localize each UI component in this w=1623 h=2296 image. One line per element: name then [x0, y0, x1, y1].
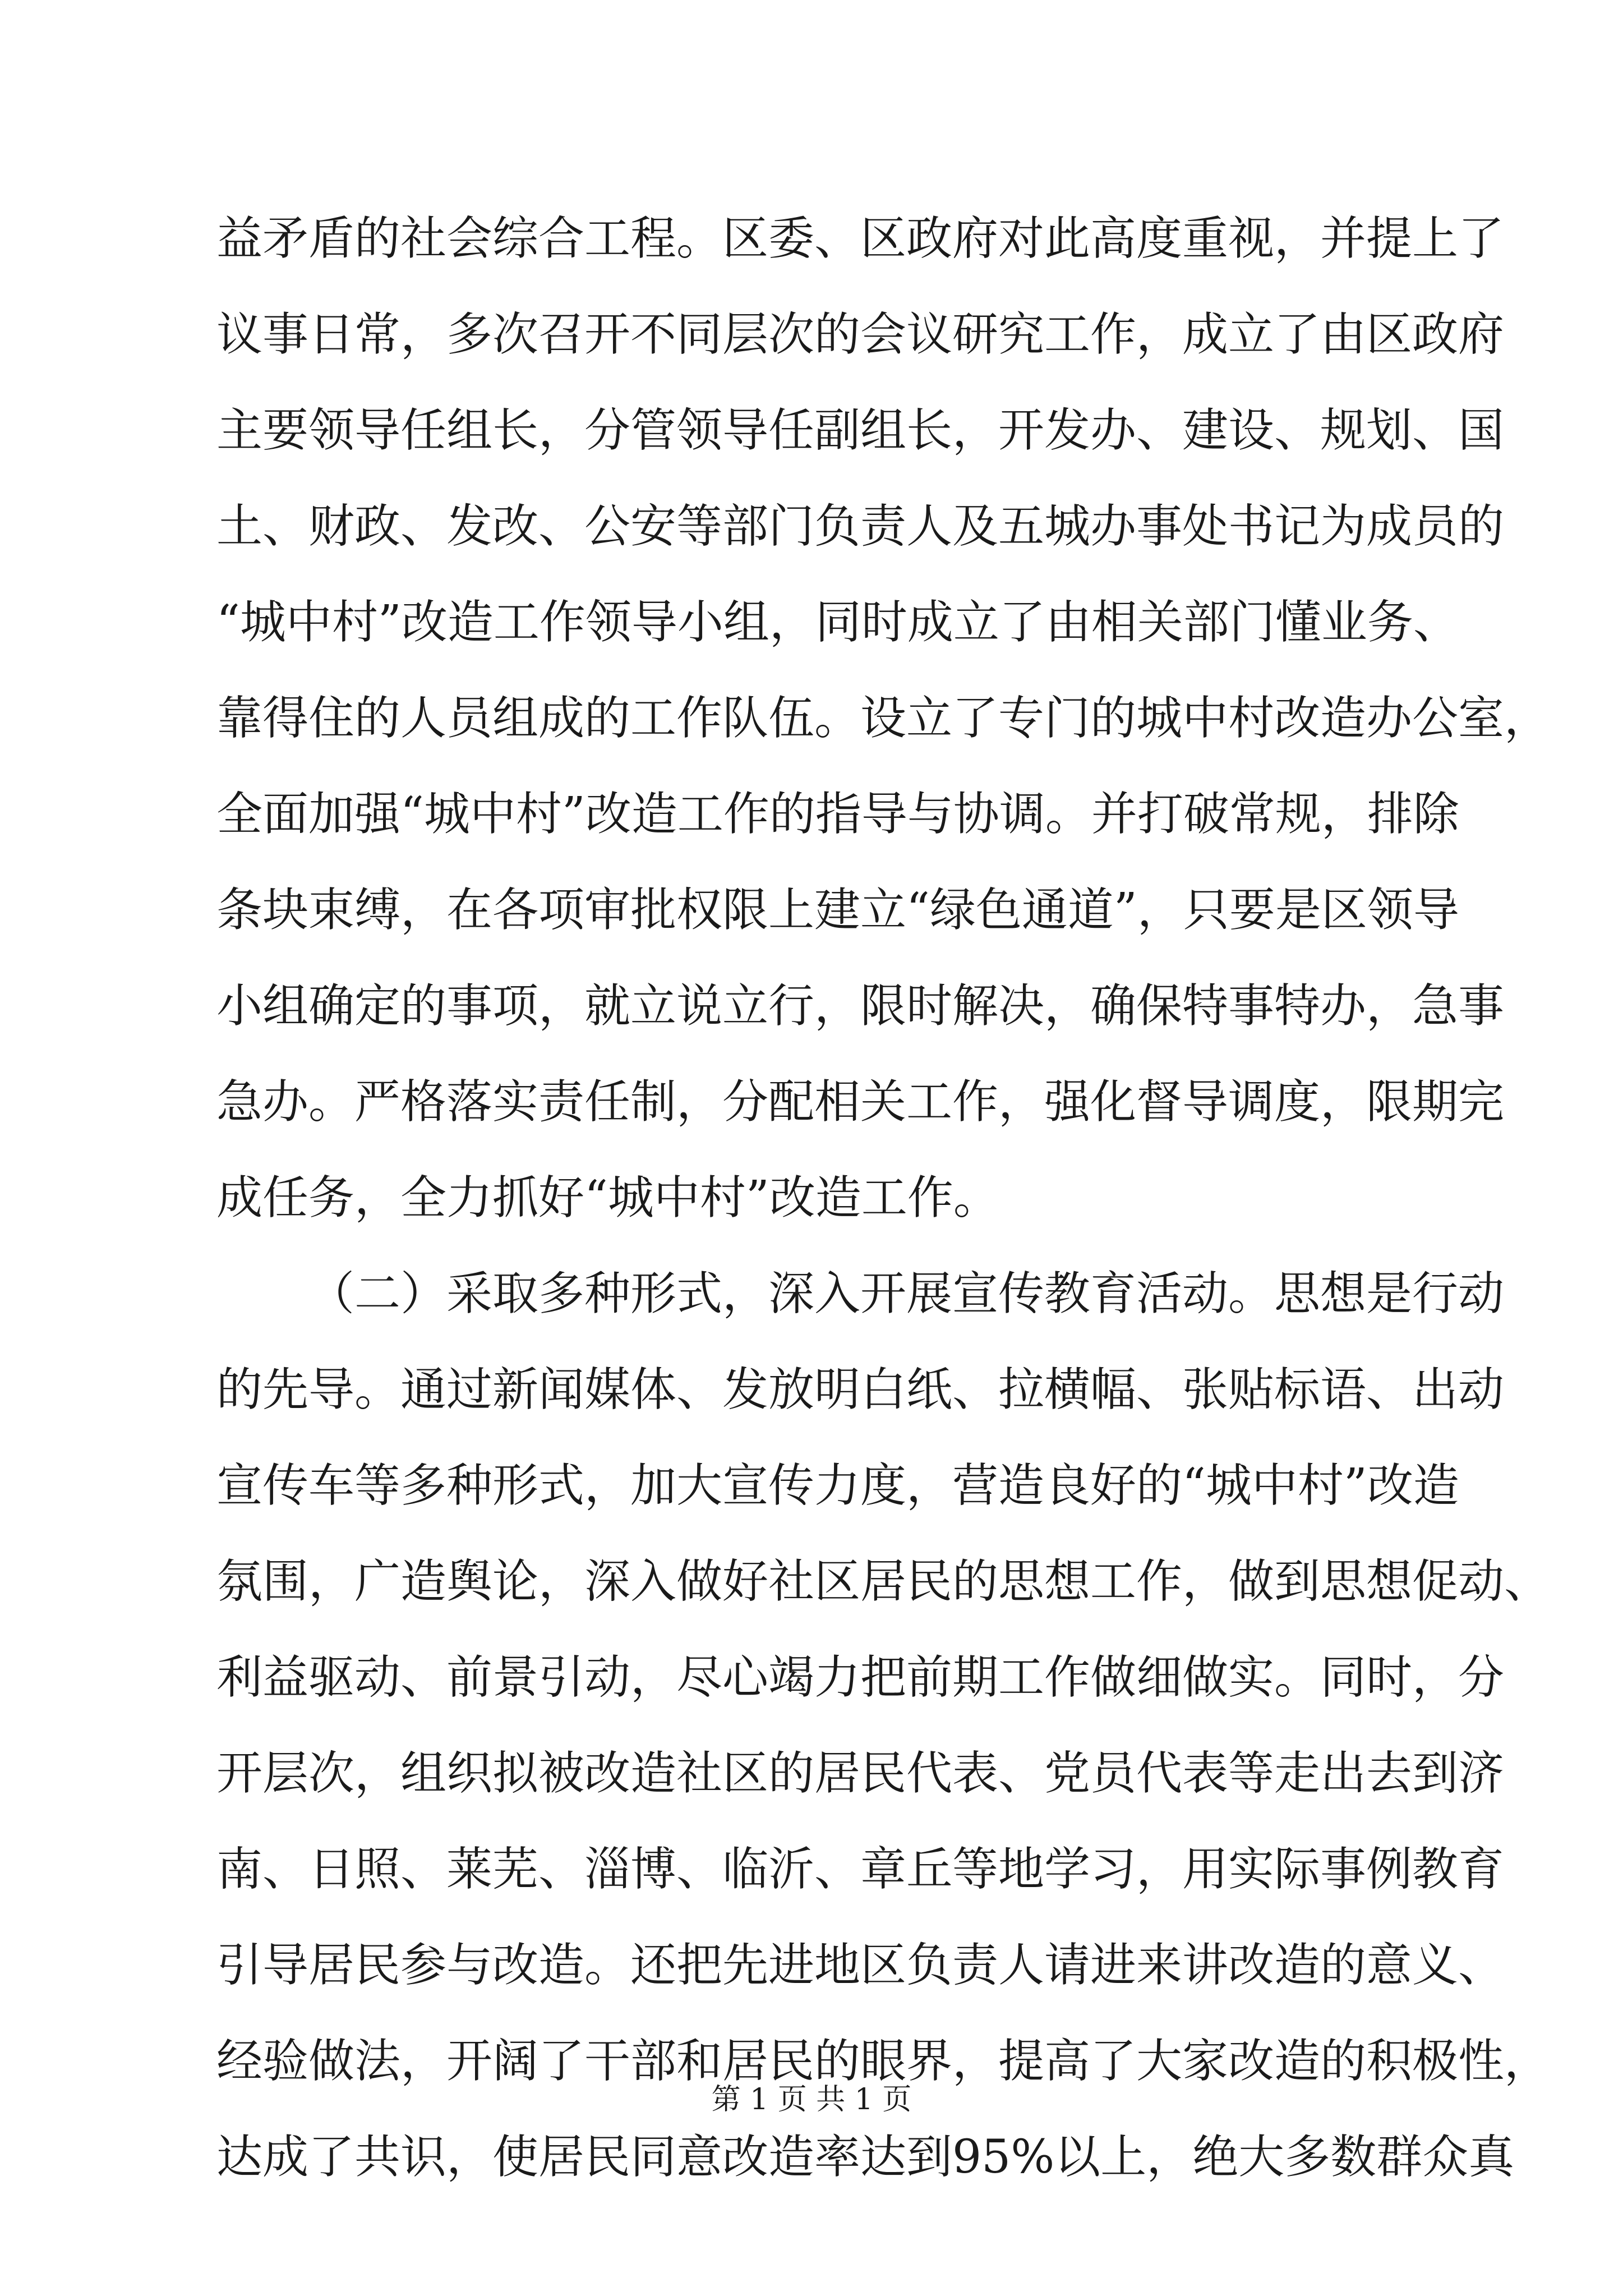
text-line: 成任务，全力抓好“城中村”改造工作。 — [216, 1171, 999, 1225]
text-line: 急办。严格落实责任制，分配相关工作，强化督导调度，限期完 — [216, 1075, 1505, 1129]
text-line: 条块束缚，在各项审批权限上建立“绿色通道”，只要是区领导 — [216, 884, 1459, 937]
text-line: 靠得住的人员组成的工作队伍。设立了专门的城中村改造办公室， — [216, 692, 1551, 745]
text-line: 土、财政、发改、公安等部门负责人及五城办事处书记为成员的 — [216, 500, 1505, 553]
page-footer: 第 1 页 共 1 页 — [711, 2083, 912, 2116]
text-line: 氛围，广造舆论，深入做好社区居民的思想工作，做到思想促动、 — [216, 1555, 1551, 1608]
body-text — [216, 191, 1551, 2205]
text-line: 达成了共识，使居民同意改造率达到95%以上，绝大多数群众真 — [216, 2131, 1515, 2184]
text-line: 益矛盾的社会综合工程。区委、区政府对此高度重视，并提上了 — [216, 212, 1505, 265]
text-line: 宣传车等多种形式，加大宣传力度，营造良好的“城中村”改造 — [216, 1459, 1459, 1512]
text-line: 小组确定的事项，就立说立行，限时解决，确保特事特办，急事 — [216, 979, 1505, 1033]
text-line: 开层次，组织拟被改造社区的居民代表、党员代表等走出去到济 — [216, 1747, 1505, 1800]
text-line: 主要领导任组长，分管领导任副组长，开发办、建设、规划、国 — [216, 404, 1505, 457]
text-line: 引导居民参与改造。还把先进地区负责人请进来讲改造的意义、 — [216, 1939, 1505, 1992]
text-line: 全面加强“城中村”改造工作的指导与协调。并打破常规，排除 — [216, 788, 1459, 841]
text-line: “城中村”改造工作领导小组，同时成立了由相关部门懂业务、 — [216, 596, 1459, 649]
text-line: 的先导。通过新闻媒体、发放明白纸、拉横幅、张贴标语、出动 — [216, 1363, 1505, 1416]
section-heading-line: （二）采取多种形式，深入开展宣传教育活动。思想是行动 — [308, 1267, 1505, 1320]
text-line: 南、日照、莱芜、淄博、临沂、章丘等地学习，用实际事例教育 — [216, 1843, 1505, 1896]
text-line: 经验做法，开阔了干部和居民的眼界，提高了大家改造的积极性， — [216, 2035, 1551, 2088]
text-line: 利益驱动、前景引动，尽心竭力把前期工作做细做实。同时，分 — [216, 1651, 1505, 1704]
text-line: 议事日常，多次召开不同层次的会议研究工作，成立了由区政府 — [216, 308, 1505, 361]
